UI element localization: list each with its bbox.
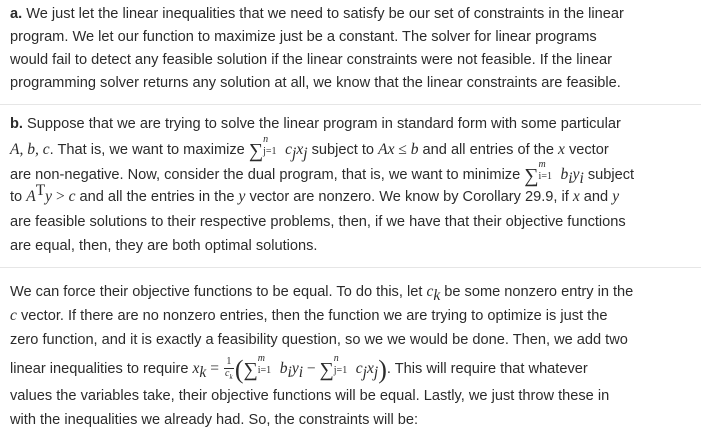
math-c: c: [10, 307, 17, 324]
math-subscript: i: [287, 363, 292, 381]
math-x: x: [296, 141, 304, 158]
sum-upper-limit: m: [538, 159, 546, 170]
part-a-text: We just let the linear inequalities that we need to satisfy be our set of constraints in the linear: [22, 6, 624, 22]
part-b-text: Suppose that we are trying to solve the linear program in standard form with some particular: [22, 116, 621, 132]
math-subscript: k: [433, 286, 441, 304]
part-b-label: b.: [10, 116, 23, 132]
math-subscript: i: [298, 363, 304, 381]
math-subscript: j: [362, 363, 367, 381]
part-c-line-3: zero function, and it is exactly a feasibility question, so we we would be done. Then, we add two: [10, 332, 628, 348]
math-abc: A, b, c: [10, 141, 50, 158]
math-c: c: [355, 360, 363, 377]
text: and: [579, 189, 613, 205]
math-equals: =: [206, 360, 223, 377]
math-c: c: [68, 188, 76, 205]
math-subscript: i: [579, 169, 584, 187]
math-y: y: [45, 188, 53, 205]
text: and all the entries in the: [75, 189, 239, 205]
sum-lower-limit: i=1: [538, 171, 552, 182]
math-x: x: [558, 141, 565, 158]
sum-limits: [263, 134, 285, 158]
sum-symbol: ∑: [243, 359, 258, 381]
math-c: c: [426, 283, 434, 300]
sum-limits: [257, 353, 280, 377]
math-y: y: [291, 360, 299, 377]
math-x: x: [192, 360, 200, 377]
math-subscript: k: [199, 363, 207, 381]
text: We can force their objective functions to be equal. To do this, let: [10, 284, 427, 300]
math-minus: −: [303, 360, 320, 377]
math-b: b: [410, 141, 419, 158]
part-b-line-3: [10, 159, 635, 187]
text: and all entries of the: [418, 142, 559, 158]
part-a-label: a.: [10, 6, 23, 22]
math-ax: Ax: [378, 141, 395, 158]
math-c: c: [225, 368, 230, 379]
math-x: x: [366, 360, 374, 377]
paragraph-divider: [0, 104, 701, 105]
math-subscript: j: [292, 144, 297, 162]
text: vector are nonzero. We know by Corollary 29.9, if: [245, 189, 573, 205]
sum-upper-limit: n: [333, 353, 339, 364]
math-subscript: k: [229, 373, 233, 381]
sum-lower-limit: i=1: [257, 365, 272, 376]
sum-upper-limit: m: [257, 353, 265, 364]
sum-upper-limit: n: [263, 134, 269, 145]
math-y: y: [238, 188, 246, 205]
part-c-line-6: with the inequalities we already had. So, the constraints will be:: [10, 412, 419, 428]
text: . That is, we want to maximize: [49, 142, 249, 158]
part-c-line-1: [10, 282, 633, 302]
paragraph-divider: [0, 267, 701, 268]
part-c-line-2: [10, 306, 607, 326]
math-x: x: [572, 188, 580, 205]
math-leq: ≤: [394, 141, 411, 158]
text: linear inequalities to require: [10, 361, 193, 377]
part-c-line-4: [10, 353, 588, 384]
part-a-line-3: would fail to detect any feasible solution if the linear constraints were not feasible. If the linear: [10, 52, 612, 68]
text: are non-negative. Now, consider the dual program, that is, we want to minimize: [10, 167, 525, 183]
part-c-paragraph: [10, 274, 701, 437]
math-transpose: T: [35, 182, 46, 200]
math-subscript: i: [568, 169, 573, 187]
math-y: y: [612, 188, 620, 205]
sum-lower-limit: j=1: [263, 146, 277, 157]
text: subject: [583, 167, 635, 183]
math-subscript: j: [373, 363, 379, 381]
fraction-denominator: [223, 369, 235, 379]
part-b-line-4: [10, 182, 620, 207]
part-a-line-1: [10, 4, 624, 24]
part-b-line-2: [10, 134, 609, 162]
math-b: b: [560, 166, 569, 183]
text: vector. If there are no nonzero entries, then the function we are trying to optimize is just the: [16, 308, 608, 324]
sum-symbol: ∑: [319, 359, 334, 381]
math-a: A: [26, 188, 36, 205]
part-b-paragraph: [10, 111, 701, 261]
math-c: c: [285, 141, 293, 158]
text: vector: [564, 142, 609, 158]
part-b-line-6: are equal, then, they are both optimal solutions.: [10, 238, 318, 254]
sum-limits: [333, 353, 356, 377]
part-b-line-1: [10, 114, 621, 134]
sum-symbol: ∑: [524, 165, 539, 187]
sum-limits: [538, 159, 561, 183]
text: be some nonzero entry in the: [440, 284, 634, 300]
sum-lower-limit: j=1: [333, 365, 348, 376]
part-a-line-4: programming solver returns any solution at all, we know that the linear constraints are feasible.: [10, 75, 621, 91]
text: . This will require that whatever: [386, 361, 588, 377]
part-a-paragraph: [10, 0, 701, 98]
fraction-numerator: 1: [226, 356, 232, 367]
part-a-line-2: program. We let our function to maximize just be a constant. The solver for linear programs: [10, 29, 597, 45]
left-paren: (: [234, 355, 244, 384]
text: to: [10, 189, 27, 205]
math-y: y: [572, 166, 580, 183]
math-gt: >: [52, 188, 69, 205]
math-b: b: [279, 360, 288, 377]
math-subscript: j: [303, 144, 308, 162]
math-fraction: [223, 357, 235, 379]
right-paren: ): [378, 355, 387, 384]
text: subject to: [307, 142, 379, 158]
part-c-line-5: values the variables take, their objective functions will be equal. Lastly, we just throw these in: [10, 388, 610, 404]
sum-symbol: ∑: [248, 140, 264, 162]
part-b-line-5: are feasible solutions to their respective problems, then, if we have that their objective functions: [10, 214, 626, 230]
